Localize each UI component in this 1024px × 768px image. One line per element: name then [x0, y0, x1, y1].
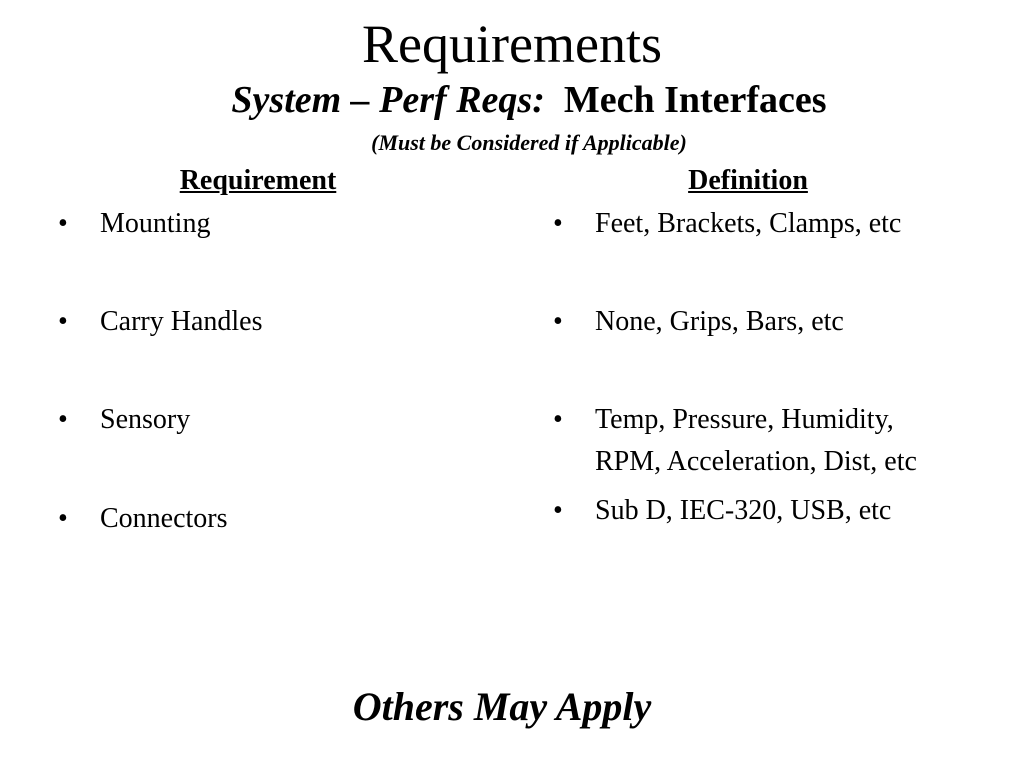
requirement-column-header: Requirement: [179, 165, 337, 196]
bullet-marker: •: [58, 306, 68, 337]
definition-text: Feet, Brackets, Clamps, etc: [595, 208, 902, 239]
slide-footer: Others May Apply: [352, 684, 652, 729]
definition-column-header: Definition: [688, 165, 808, 196]
requirement-text: Sensory: [100, 404, 191, 435]
bullet-marker: •: [58, 404, 68, 435]
bullet-marker: •: [553, 495, 563, 526]
bullet-marker: •: [553, 404, 563, 435]
subtitle-lead: System – Perf Reqs:: [231, 79, 545, 121]
slide-subtitle: [0, 76, 1024, 124]
requirement-text: Carry Handles: [100, 306, 263, 337]
definition-text: None, Grips, Bars, etc: [595, 306, 844, 337]
definition-text-line-2: RPM, Acceleration, Dist, etc: [595, 446, 917, 477]
slide-title: Requirements: [362, 14, 662, 74]
bullet-marker: •: [58, 503, 68, 534]
requirement-text: Connectors: [100, 503, 228, 534]
definition-text-line-1: Temp, Pressure, Humidity,: [595, 404, 894, 435]
bullet-marker: •: [553, 208, 563, 239]
requirement-text: Mounting: [100, 208, 211, 239]
bullet-marker: •: [553, 306, 563, 337]
subtitle-topic: Mech Interfaces: [563, 79, 827, 121]
definition-text: Sub D, IEC-320, USB, etc: [595, 495, 892, 526]
bullet-marker: •: [58, 208, 68, 239]
applicability-note: (Must be Considered if Applicable): [371, 130, 687, 155]
